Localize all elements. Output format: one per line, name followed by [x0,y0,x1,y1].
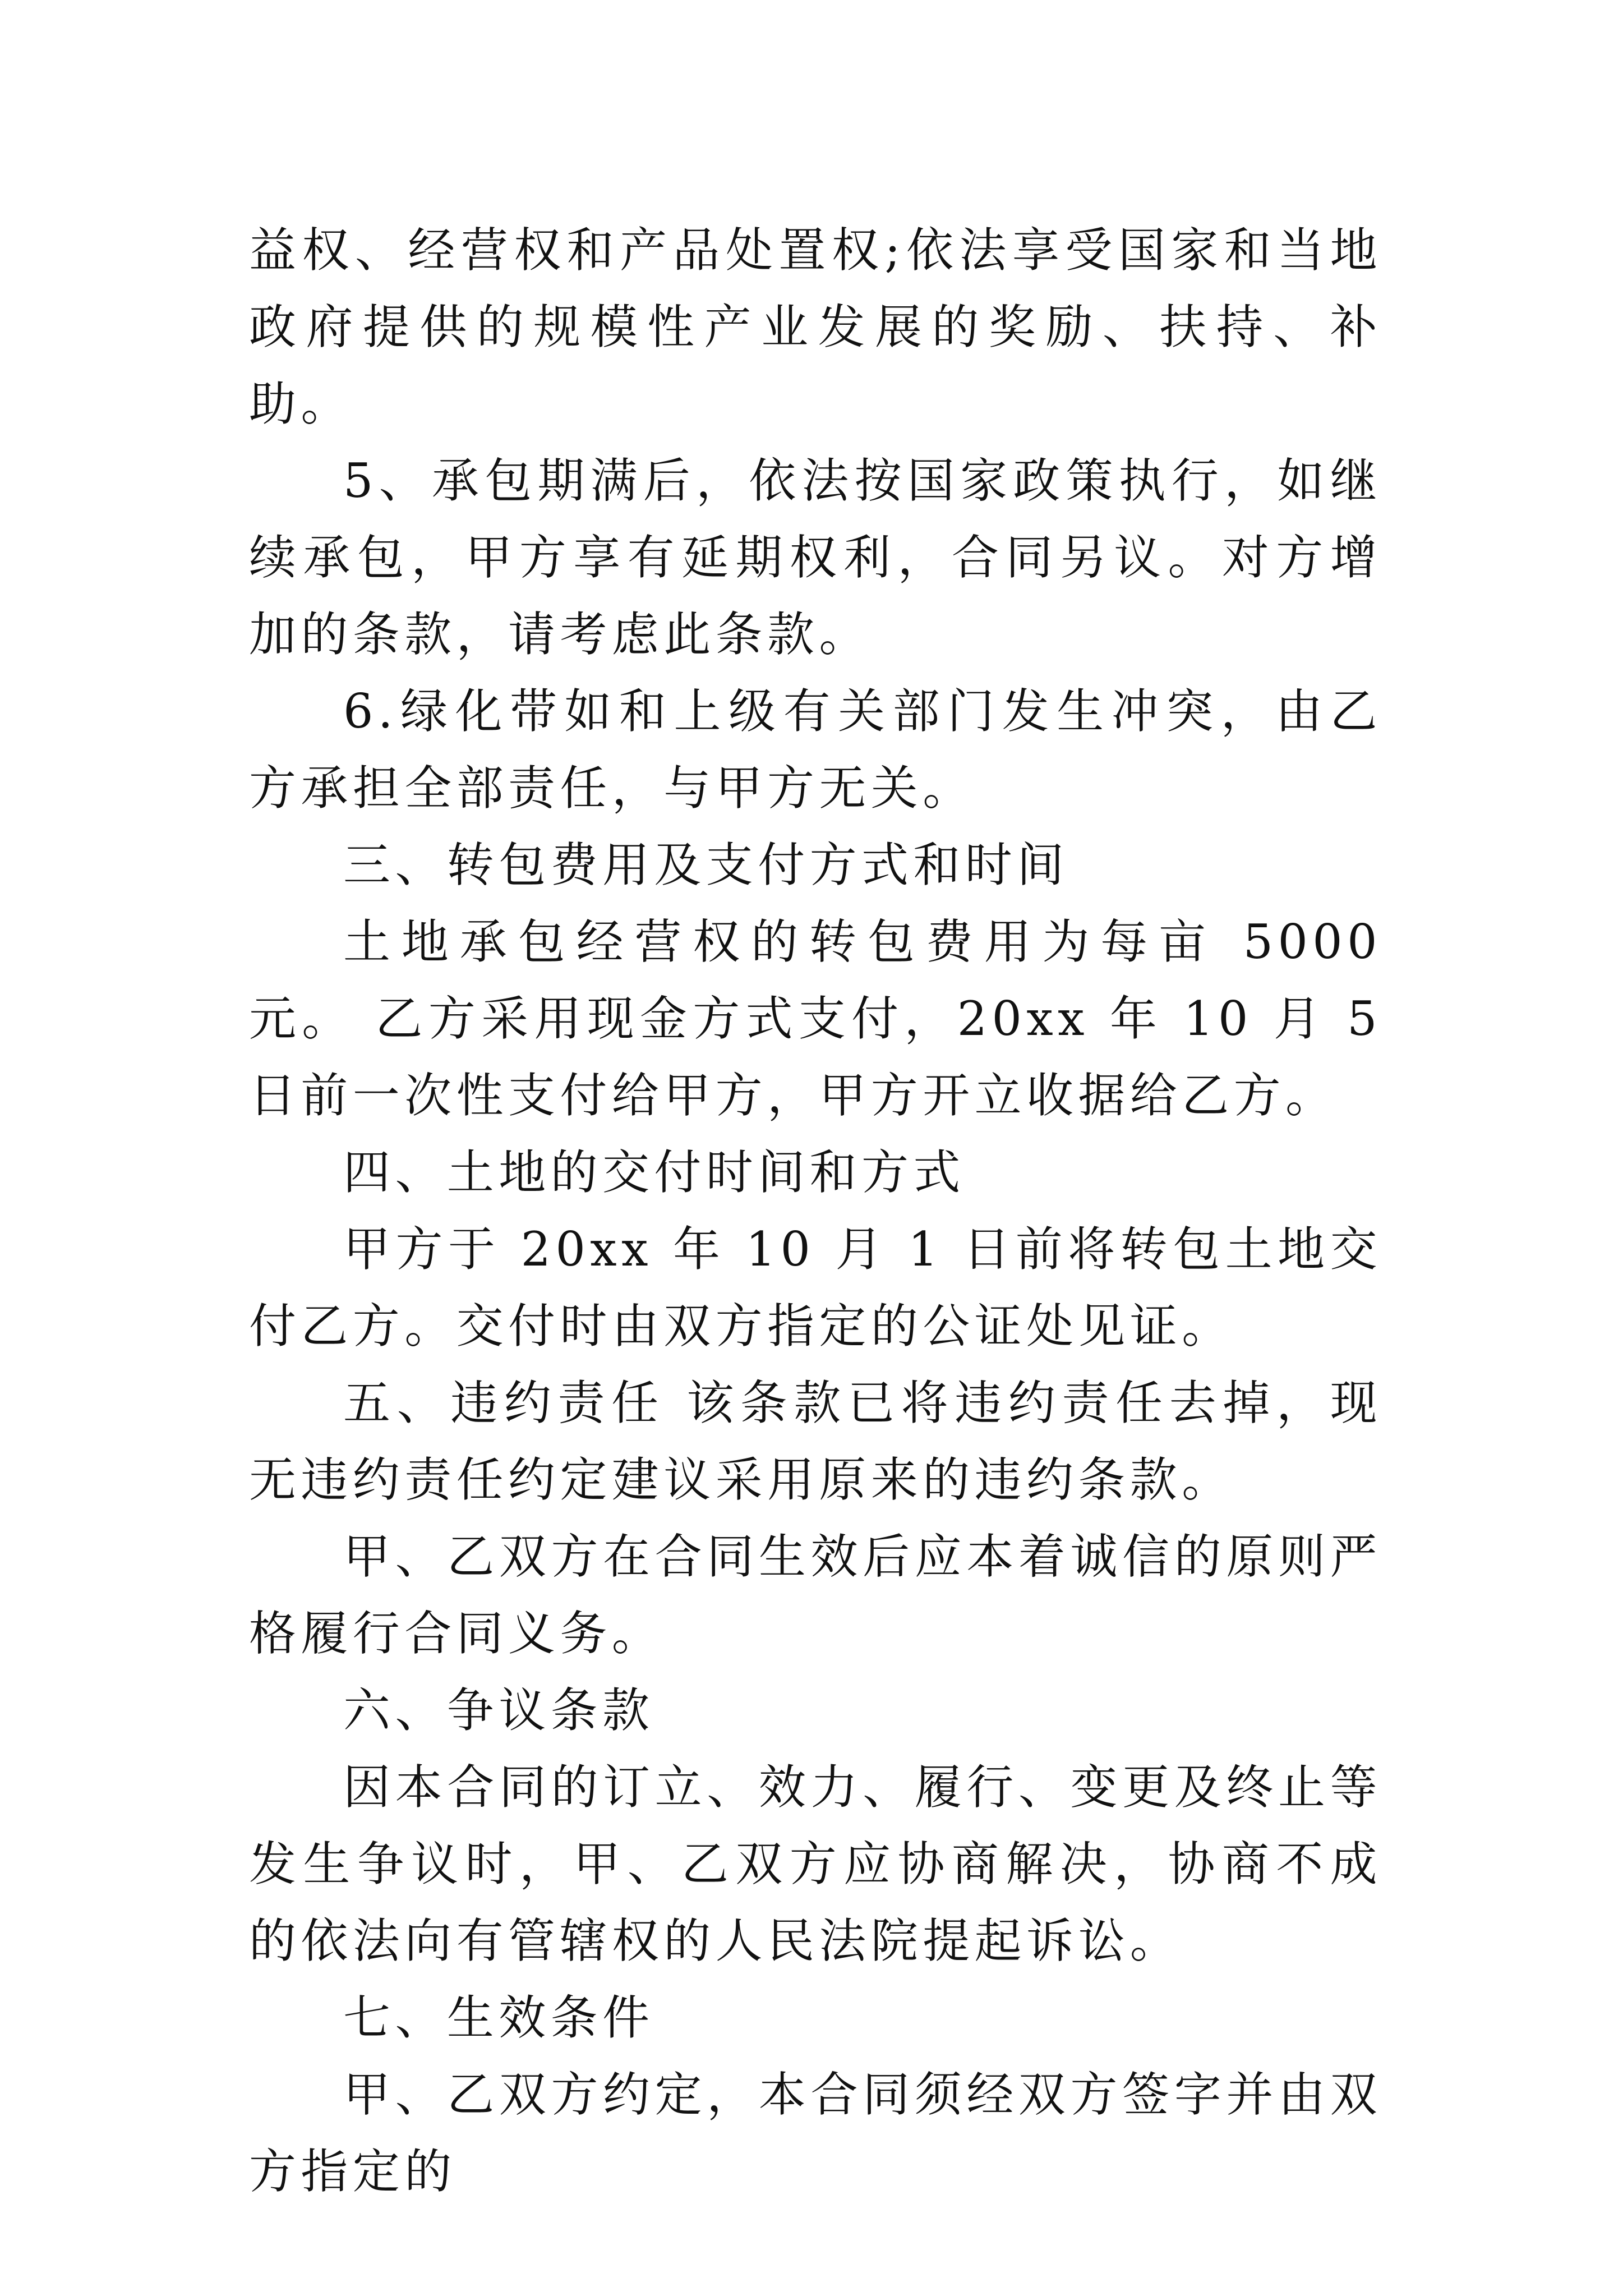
paragraph-dispute-resolution: 因本合同的订立、效力、履行、变更及终止等发生争议时，甲、乙双方应协商解决，协商不成的依法向有管辖权的人民法院提起诉讼。 [249,1760,1382,1968]
section-heading-6-disputes: 六、争议条款 [343,1683,654,1738]
section-heading-3-fees: 三、转包费用及支付方式和时间 [343,838,1069,892]
paragraph-land-delivery: 甲方于 20xx 年 10 月 1 日前将转包土地交付乙方。交付时由双方指定的公证处见证。 [249,1222,1382,1354]
paragraph-rights-continued: 益权、经营权和产品处置权;依法享受国家和当地政府提供的规模性产业发展的奖励、扶持、补助。 [249,223,1382,431]
paragraph-good-faith: 甲、乙双方在合同生效后应本着诚信的原则严格履行合同义务。 [249,1529,1382,1661]
section-heading-5-liability: 五、违约责任 该条款已将违约责任去掉，现无违约责任约定建议采用原来的违约条款。 [249,1375,1382,1507]
document-body [249,212,1382,2210]
paragraph-clause-5-contract-expiry: 5、承包期满后，依法按国家政策执行，如继续承包，甲方享有延期权利，合同另议。对方增加的条款，请考虑此条款。 [249,453,1382,662]
paragraph-effectiveness-conditions: 甲、乙双方约定，本合同须经双方签字并由双方指定的 [249,2067,1382,2199]
paragraph-clause-6-greenbelt: 6.绿化带如和上级有关部门发生冲突，由乙方承担全部责任，与甲方无关。 [249,684,1382,816]
section-heading-7-effectiveness: 七、生效条件 [343,1990,654,2045]
section-heading-4-delivery: 四、土地的交付时间和方式 [343,1145,965,1200]
paragraph-fee-payment: 土地承包经营权的转包费用为每亩 5000 元。 乙方采用现金方式支付，20xx 年 10 月 5 日前一次性支付给甲方，甲方开立收据给乙方。 [249,914,1382,1123]
